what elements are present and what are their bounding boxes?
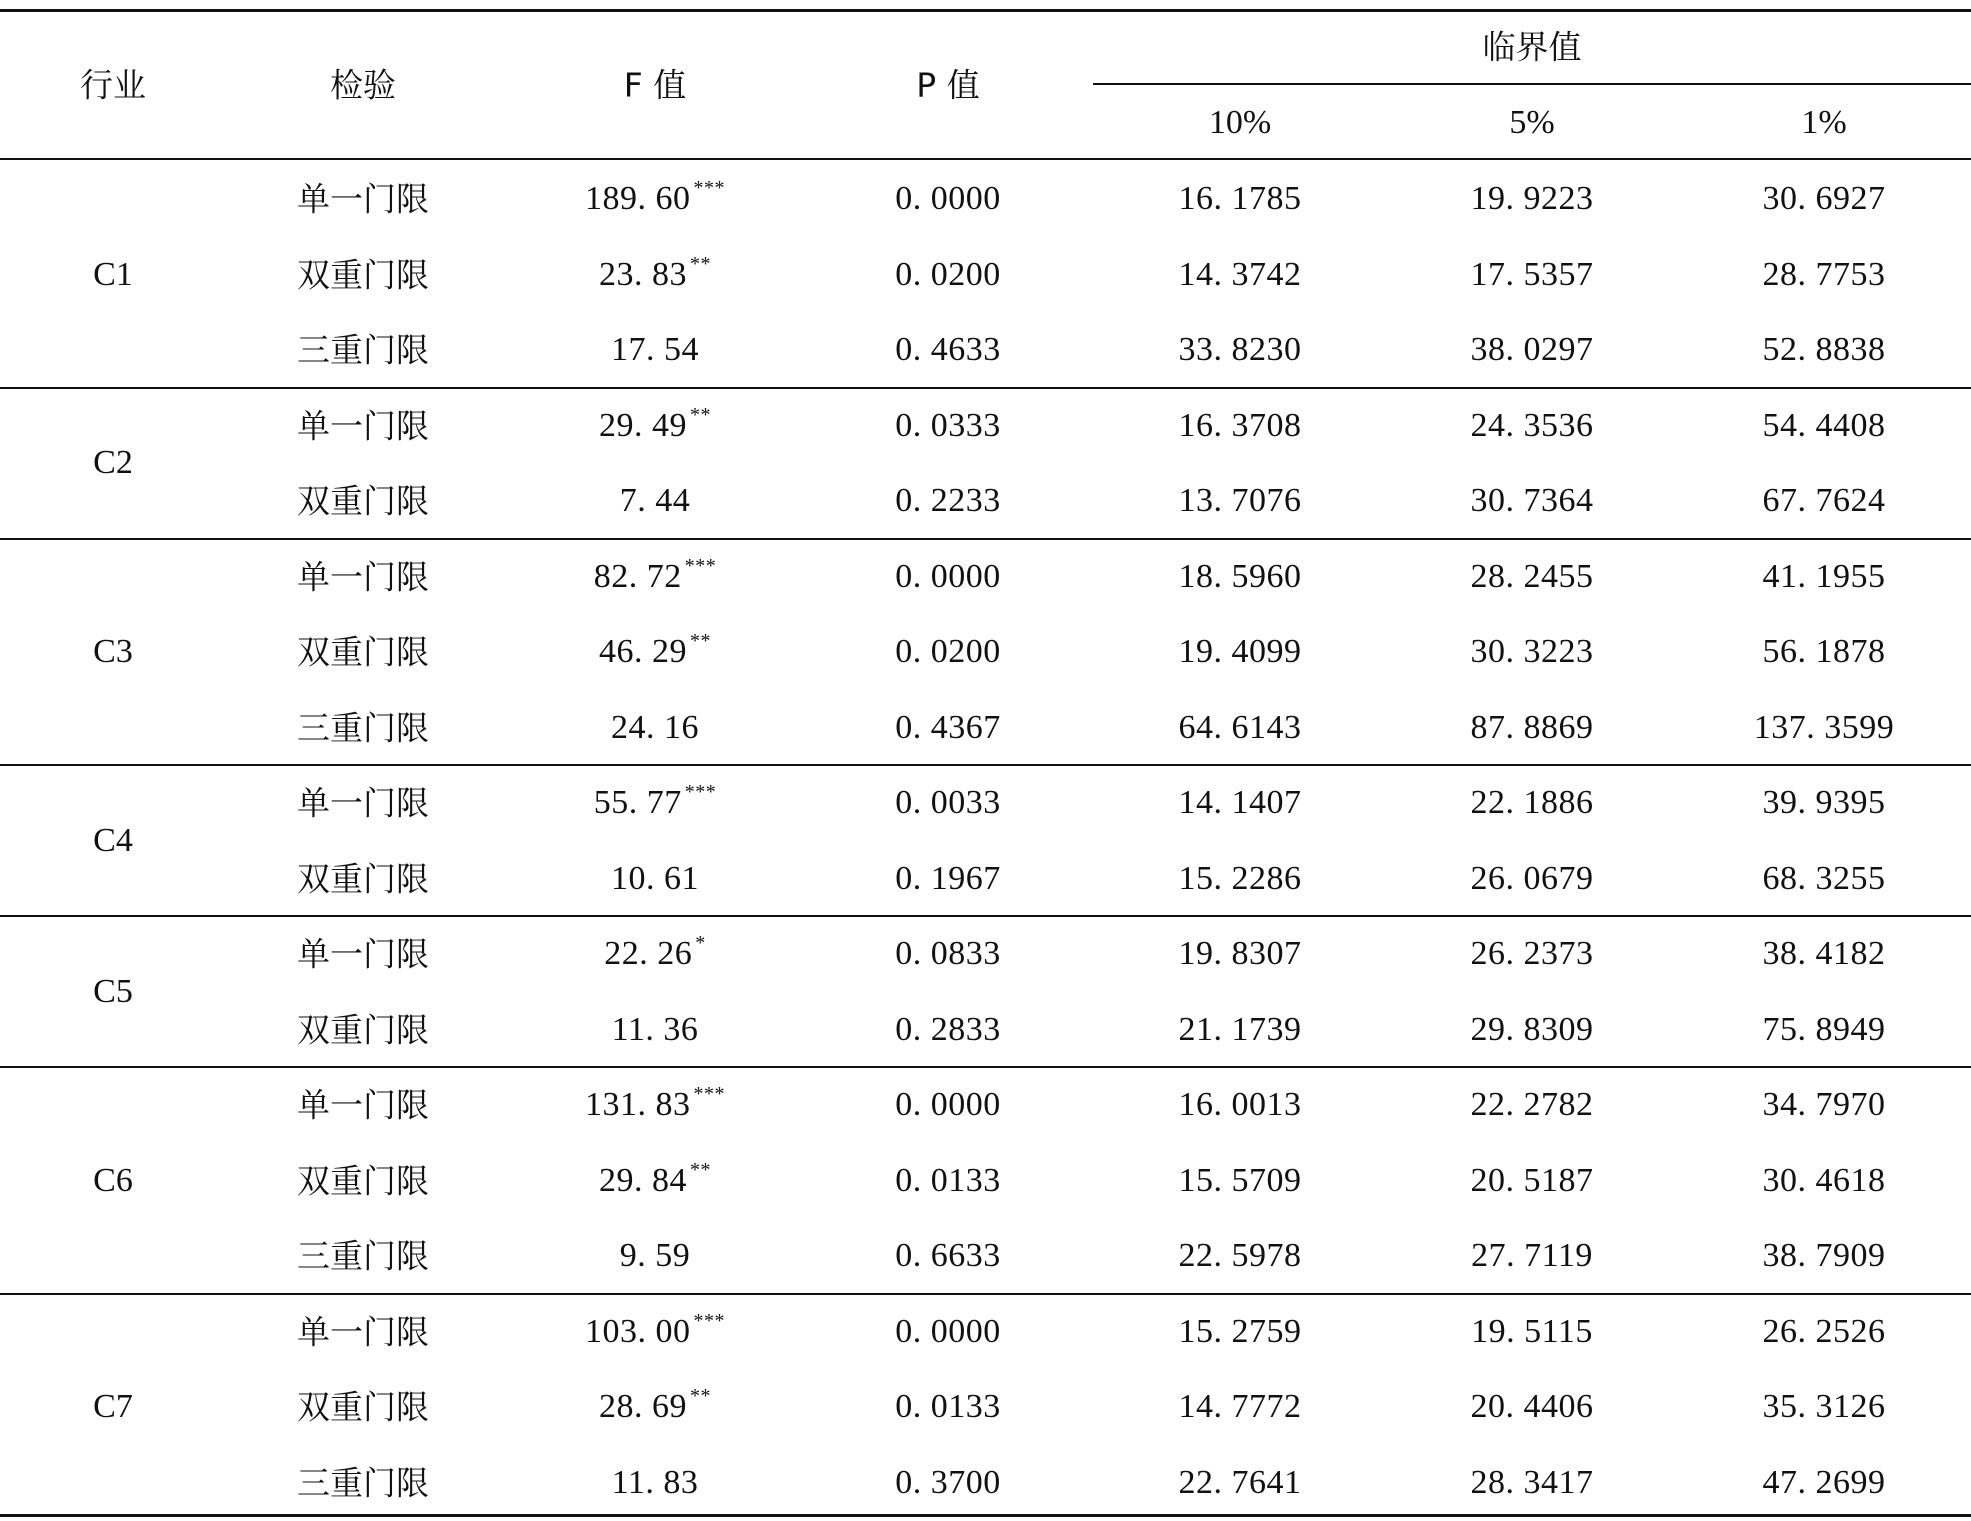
p-value-cell: 0. 0133	[895, 1161, 1001, 1199]
significance-stars: ***	[693, 1083, 725, 1105]
header-f-value: F 值	[623, 65, 687, 105]
f-value: 46. 29	[599, 633, 687, 670]
industry-cell: C7	[93, 1388, 133, 1425]
f-value: 24. 16	[611, 708, 699, 746]
p-value-cell: 0. 2233	[895, 482, 1001, 519]
significance-stars: **	[690, 252, 711, 275]
f-value: 11. 36	[611, 1010, 699, 1048]
group-separator-rule	[0, 764, 1971, 766]
crit-1-cell: 75. 8949	[1762, 1010, 1886, 1048]
significance-stars: ***	[684, 554, 717, 577]
crit-5-cell: 20. 5187	[1470, 1161, 1594, 1199]
crit-5-cell: 30. 3223	[1470, 633, 1594, 670]
bottom-rule	[0, 1514, 1971, 1517]
f-value: 7. 44	[619, 482, 691, 519]
crit-5-cell: 29. 8309	[1470, 1010, 1594, 1048]
test-cell: 三重门限	[297, 1463, 429, 1502]
test-cell: 双重门限	[297, 1010, 429, 1049]
significance-stars: ***	[693, 177, 725, 199]
crit-1-cell: 39. 9395	[1762, 784, 1886, 821]
f-value: 22. 26	[604, 935, 693, 972]
test-cell: 双重门限	[297, 255, 429, 294]
crit-10-cell: 22. 5978	[1178, 1237, 1302, 1274]
p-value-cell: 0. 0200	[895, 255, 1001, 293]
f-value: 189. 60	[585, 180, 691, 217]
f-value: 9. 59	[619, 1237, 691, 1274]
f-value: 82. 72	[593, 557, 682, 595]
f-value: 131. 83	[585, 1086, 691, 1123]
significance-stars: **	[690, 1385, 711, 1407]
p-value-cell: 0. 0333	[895, 406, 1001, 444]
crit-1-cell: 41. 1955	[1762, 557, 1886, 595]
crit-1-cell: 35. 3126	[1762, 1388, 1886, 1425]
p-value-cell: 0. 0033	[895, 784, 1001, 821]
crit-1-cell: 38. 4182	[1762, 935, 1886, 972]
crit-5-cell: 22. 2782	[1470, 1086, 1594, 1123]
f-value: 29. 49	[599, 406, 687, 444]
crit-1-cell: 52. 8838	[1762, 331, 1886, 368]
p-value-cell: 0. 1967	[895, 859, 1001, 897]
industry-cell: C1	[93, 255, 133, 293]
group-separator-rule	[0, 1293, 1971, 1295]
f-value: 17. 54	[611, 331, 699, 368]
f-value-cell	[620, 484, 691, 518]
group-separator-rule	[0, 387, 1971, 389]
crit-5-cell: 27. 7119	[1471, 1237, 1593, 1274]
header-crit-5: 5%	[1509, 104, 1555, 141]
crit-10-cell: 19. 8307	[1178, 935, 1302, 972]
crit-1-cell: 26. 2526	[1762, 1312, 1886, 1350]
f-value-cell	[585, 177, 725, 217]
f-value-cell	[611, 1010, 699, 1048]
test-cell: 双重门限	[297, 1387, 429, 1427]
p-value-cell: 0. 3700	[895, 1463, 1001, 1501]
p-value-cell: 0. 0000	[895, 180, 1001, 217]
significance-stars: ***	[693, 1309, 725, 1332]
significance-stars: ***	[684, 781, 717, 803]
crit-5-cell: 30. 7364	[1470, 482, 1594, 519]
f-value-cell	[599, 252, 711, 293]
crit-5-cell: 87. 8869	[1470, 708, 1594, 746]
crit-10-cell: 16. 0013	[1178, 1086, 1302, 1123]
crit-10-cell: 14. 1407	[1178, 784, 1302, 821]
test-cell: 单一门限	[297, 406, 429, 445]
f-value-cell	[604, 932, 706, 972]
test-cell: 双重门限	[297, 481, 429, 521]
f-value: 23. 83	[599, 255, 687, 293]
crit-5-cell: 28. 2455	[1470, 557, 1594, 595]
crit-1-cell: 30. 4618	[1762, 1161, 1886, 1199]
group-separator-rule	[0, 1066, 1971, 1068]
crit-10-cell: 15. 2286	[1178, 859, 1302, 897]
f-value-cell	[611, 1463, 699, 1501]
f-value-cell	[599, 630, 711, 670]
f-value-cell	[585, 1309, 725, 1350]
test-cell: 单一门限	[297, 1312, 429, 1351]
industry-cell: C3	[93, 633, 133, 670]
group-separator-rule	[0, 538, 1971, 540]
crit-5-cell: 19. 9223	[1470, 180, 1594, 217]
crit-1-cell: 68. 3255	[1762, 859, 1886, 897]
f-value-cell	[599, 403, 711, 444]
p-value-cell: 0. 4633	[895, 331, 1001, 368]
significance-stars: **	[690, 630, 711, 652]
test-cell: 单一门限	[297, 934, 429, 974]
crit-5-cell: 28. 3417	[1470, 1463, 1594, 1501]
p-value-cell: 0. 0200	[895, 633, 1001, 670]
p-value-cell: 0. 0833	[895, 935, 1001, 972]
header-bottom-rule	[0, 158, 1971, 160]
critical-value-underline	[1093, 83, 1971, 85]
crit-1-cell: 28. 7753	[1762, 255, 1886, 293]
f-value-cell	[611, 859, 699, 897]
f-value-cell	[611, 333, 699, 367]
industry-cell: C5	[93, 972, 133, 1010]
group-separator-rule	[0, 915, 1971, 917]
crit-1-cell: 34. 7970	[1762, 1086, 1886, 1123]
f-value-cell	[620, 1239, 691, 1273]
test-cell: 三重门限	[297, 708, 429, 747]
crit-10-cell: 14. 3742	[1178, 255, 1302, 293]
crit-5-cell: 20. 4406	[1470, 1388, 1594, 1425]
crit-5-cell: 22. 1886	[1470, 784, 1594, 821]
crit-5-cell: 24. 3536	[1470, 406, 1594, 444]
crit-10-cell: 18. 5960	[1178, 557, 1302, 595]
crit-1-cell: 30. 6927	[1762, 180, 1886, 217]
crit-1-cell: 54. 4408	[1762, 406, 1886, 444]
f-value: 28. 69	[599, 1388, 687, 1425]
test-cell: 三重门限	[297, 1236, 429, 1276]
crit-10-cell: 19. 4099	[1178, 633, 1302, 670]
crit-10-cell: 14. 7772	[1178, 1388, 1302, 1425]
crit-1-cell: 47. 2699	[1762, 1463, 1886, 1501]
f-value-cell	[593, 554, 717, 595]
p-value-cell: 0. 0000	[895, 557, 1001, 595]
significance-stars: **	[690, 403, 711, 426]
p-value-cell: 0. 0133	[895, 1388, 1001, 1425]
crit-5-cell: 17. 5357	[1470, 255, 1594, 293]
f-value: 11. 83	[611, 1463, 699, 1501]
crit-10-cell: 64. 6143	[1178, 708, 1302, 746]
f-value-cell	[599, 1385, 711, 1425]
crit-1-cell: 56. 1878	[1762, 633, 1886, 670]
f-value-cell	[585, 1083, 725, 1123]
crit-10-cell: 15. 5709	[1178, 1161, 1302, 1199]
header-test: 检验	[330, 65, 396, 105]
p-value-cell: 0. 0000	[895, 1086, 1001, 1123]
top-rule	[0, 9, 1971, 12]
industry-cell: C2	[93, 444, 133, 482]
f-value: 55. 77	[593, 784, 682, 821]
industry-cell: C4	[93, 821, 133, 859]
test-cell: 双重门限	[297, 1161, 429, 1200]
crit-10-cell: 33. 8230	[1178, 331, 1302, 368]
header-industry: 行业	[80, 65, 146, 105]
p-value-cell: 0. 6633	[895, 1237, 1001, 1274]
test-cell: 双重门限	[297, 632, 429, 672]
crit-10-cell: 13. 7076	[1178, 482, 1302, 519]
significance-stars: *	[695, 932, 706, 954]
test-cell: 单一门限	[297, 783, 429, 823]
test-cell: 单一门限	[297, 557, 429, 596]
crit-1-cell: 137. 3599	[1753, 708, 1895, 746]
p-value-cell: 0. 2833	[895, 1010, 1001, 1048]
crit-10-cell: 16. 3708	[1178, 406, 1302, 444]
p-value-cell: 0. 4367	[895, 708, 1001, 746]
crit-10-cell: 21. 1739	[1178, 1010, 1302, 1048]
f-value-cell	[593, 781, 717, 821]
significance-stars: **	[690, 1158, 711, 1181]
f-value-cell	[599, 1158, 711, 1199]
crit-5-cell: 19. 5115	[1471, 1312, 1593, 1350]
header-critical-value: 临界值	[1482, 27, 1582, 67]
crit-5-cell: 26. 0679	[1470, 859, 1594, 897]
test-cell: 三重门限	[297, 330, 429, 370]
f-value: 10. 61	[611, 859, 699, 897]
test-cell: 双重门限	[297, 859, 429, 898]
header-crit-10: 10%	[1208, 104, 1272, 141]
f-value: 103. 00	[585, 1312, 691, 1350]
test-cell: 单一门限	[297, 1085, 429, 1125]
test-cell: 单一门限	[297, 179, 429, 219]
crit-5-cell: 26. 2373	[1470, 935, 1594, 972]
crit-5-cell: 38. 0297	[1470, 331, 1594, 368]
crit-10-cell: 15. 2759	[1178, 1312, 1302, 1350]
f-value: 29. 84	[599, 1161, 687, 1199]
f-value-cell	[611, 708, 699, 746]
p-value-cell: 0. 0000	[895, 1312, 1001, 1350]
industry-cell: C6	[93, 1161, 133, 1199]
crit-1-cell: 38. 7909	[1762, 1237, 1886, 1274]
crit-1-cell: 67. 7624	[1762, 482, 1886, 519]
header-p-value: P 值	[916, 65, 980, 105]
header-crit-1: 1%	[1801, 104, 1847, 141]
crit-10-cell: 16. 1785	[1178, 180, 1302, 217]
crit-10-cell: 22. 7641	[1178, 1463, 1302, 1501]
